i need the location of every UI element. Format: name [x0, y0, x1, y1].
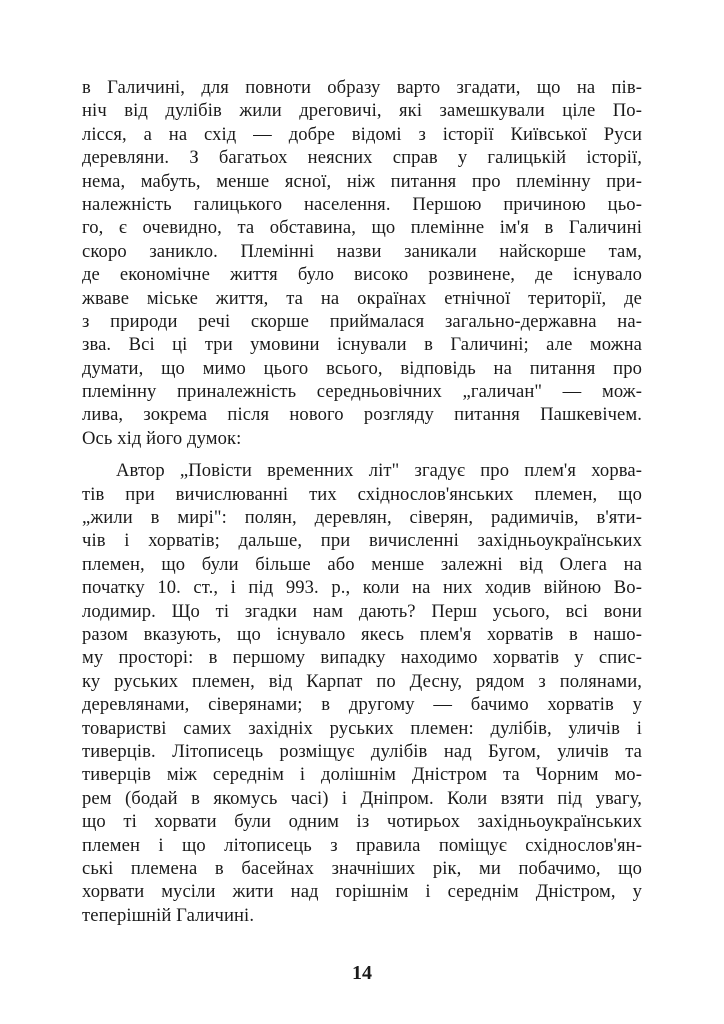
- text-line: з природи речі скорше приймалася загально-державна на-: [82, 310, 642, 332]
- text-line: ніч від дулібів жили дреговичі, які замешкували ціле По-: [82, 100, 642, 122]
- text-line: товаристві самих західніх руських племен: дулібів, уличів і: [82, 717, 642, 739]
- text-line: „жили в мирі": полян, деревлян, сіверян, радимичів, в'яти-: [82, 507, 642, 529]
- text-line: тів при вичислюванні тих східнослов'янських племен, що: [82, 483, 642, 505]
- text-line: племен і що літописець з правила поміщує східнослов'ян-: [82, 834, 642, 856]
- text-line: лісся, а на схід — добре відомі з історії Київської Руси: [82, 123, 642, 145]
- text-line: племінну приналежність середньовічних „галичан" — мож-: [82, 381, 642, 403]
- text-line: належність галицького населення. Першою причиною цьо-: [82, 193, 642, 215]
- text-line: тиверців. Літописець розміщує дулібів над Бугом, уличів та: [82, 740, 642, 762]
- paragraph-2: [82, 459, 642, 927]
- page-number: 14: [352, 962, 372, 984]
- text-line: тиверців між середнім і долішнім Дністром та Чорним мо-: [82, 764, 642, 786]
- text-line: що ті хорвати були одним із чотирьох західньоукраїнських: [82, 811, 642, 833]
- text-line: в Галичині, для повноти образу варто згадати, що на пів-: [82, 77, 642, 98]
- text-line: Ось хід його думок:: [82, 427, 242, 449]
- text-line: лива, зокрема після нового розгляду питання Пашкевічем.: [82, 404, 642, 426]
- text-line: го, є очевидно, та обставина, що племінне ім'я в Галичині: [82, 217, 642, 239]
- text-line: племен, що були більше або менше залежні від Олега на: [82, 553, 642, 575]
- text-line: де економічне життя було високо розвинене, де існувало: [82, 264, 642, 286]
- text-line: зва. Всі ці три умовини існували в Галичині; але можна: [82, 334, 642, 356]
- text-line: скоро заникло. Племінні назви заникали найскорше там,: [82, 240, 642, 262]
- text-line: Автор „Повісти временних літ" згадує про плем'я хорва-: [116, 460, 642, 482]
- text-line: нема, мабуть, менше ясної, ніж питання про племінну при-: [82, 170, 642, 192]
- text-line: рем (бодай в якомусь часі) і Дніпром. Коли взяти під увагу,: [82, 787, 642, 809]
- text-line: теперішній Галичині.: [82, 904, 255, 926]
- text-line: разом вказують, що існувало якесь плем'я хорватів в нашо-: [82, 623, 642, 645]
- paragraph-gap: [82, 450, 642, 459]
- text-line: початку 10. ст., і під 993. р., коли на них ходив війною Во-: [82, 577, 642, 599]
- text-line: му просторі: в першому випадку находимо хорватів у спис-: [82, 647, 642, 669]
- text-line: жваве міське життя, та на окраїнах етнічної території, де: [82, 287, 642, 309]
- text-block: [82, 76, 642, 927]
- text-line: деревляни. З багатьох неясних справ у галицькій історії,: [82, 147, 642, 169]
- text-line: думати, що мимо цього всього, відповідь на питання про: [82, 357, 642, 379]
- paragraph-1: [82, 76, 642, 450]
- text-line: лодимир. Що ті згадки нам дають? Перш усього, всі вони: [82, 600, 642, 622]
- text-line: деревлянами, сіверянами; в другому — бачимо хорватів у: [82, 694, 642, 716]
- text-line: ські племена в басейнах значніших рік, ми побачимо, що: [82, 857, 642, 879]
- text-line: чів і хорватів; дальше, при вичисленні західньоукраїнських: [82, 530, 642, 552]
- text-line: хорвати мусіли жити над горішнім і середнім Дністром, у: [82, 881, 642, 903]
- text-line: ку руських племен, від Карпат по Десну, рядом з полянами,: [82, 670, 642, 692]
